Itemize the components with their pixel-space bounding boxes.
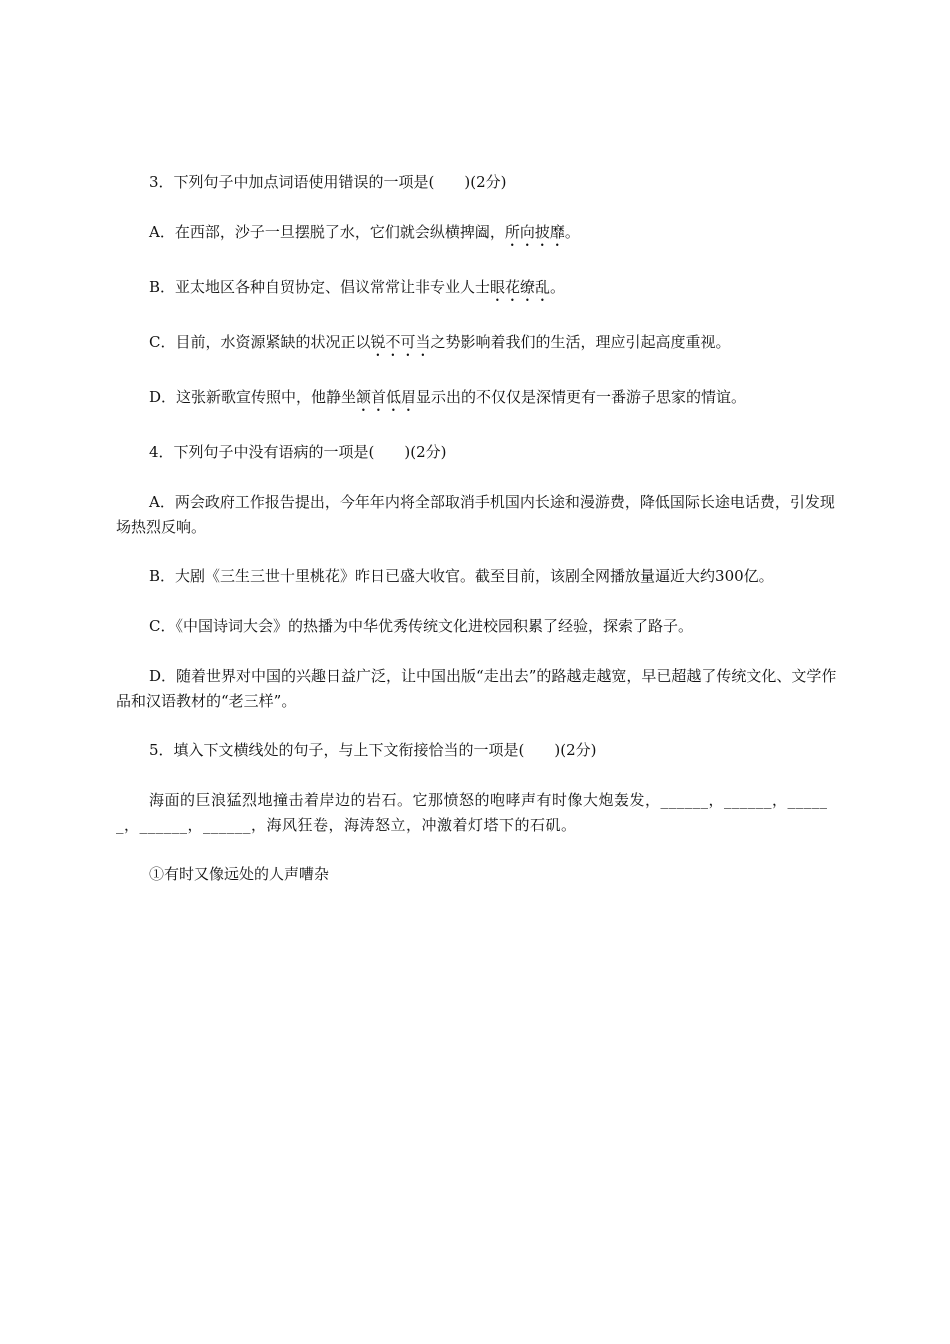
question-5-passage: 海面的巨浪猛烈地撞击着岸边的岩石。它那愤怒的咆哮声有时像大炮轰发，______，______，______，______，______，海风狂卷，海涛怒立，冲激着灯塔下的石矶。 [116,791,828,834]
option-text: D．这张新歌宣传照中，他静坐 [149,388,357,406]
dotted-phrase: 眼花缭乱 [490,278,551,296]
option-text: C．目前，水资源紧缺的状况正以 [149,333,371,351]
question-4-option-b: B．大剧《三生三世十里桃花》昨日已盛大收官。截至目前，该剧全网播放量逼近大约300亿。 [149,567,774,585]
question-3-option-c [116,330,840,360]
option-text: 之势影响着我们的生活，理应引起高度重视。 [430,333,731,351]
question-5-stem: 5．填入下文横线处的句子，与上下文衔接恰当的一项是( )(2分) [149,741,597,759]
question-3-option-a [116,220,840,250]
dotted-phrase: 锐不可当 [370,333,431,351]
option-text: B．亚太地区各种自贸协定、倡议常常让非专业人士 [149,278,491,296]
dotted-phrase: 颔首低眉 [356,388,417,406]
option-text: 。 [550,278,566,296]
option-text: 。 [564,223,580,241]
option-text: 显示出的不仅仅是深情更有一番游子思家的情谊。 [416,388,747,406]
question-3-option-d [116,385,840,415]
question-3-option-b [116,275,840,305]
question-4-option-d: D．随着世界对中国的兴趣日益广泛，让中国出版“走出去”的路越走越宽，早已超越了传统文化、文学作品和汉语教材的“老三样”。 [116,667,837,710]
question-4-option-a: A．两会政府工作报告提出，今年年内将全部取消手机国内长途和漫游费，降低国际长途电话费，引发现场热烈反响。 [116,493,835,536]
question-4-option-c: C．《中国诗词大会》的热播为中华优秀传统文化进校园积累了经验，探索了路子。 [149,617,693,635]
dotted-phrase: 所向披靡 [504,223,565,241]
option-text: A．在西部，沙子一旦摆脱了水，它们就会纵横捭阖， [149,223,505,241]
question-3-stem: 3．下列句子中加点词语使用错误的一项是( )(2分) [149,173,507,191]
question-4-stem: 4．下列句子中没有语病的一项是( )(2分) [149,443,447,461]
question-5-item-1: ①有时又像远处的人声嘈杂 [149,865,330,883]
document-content [116,170,840,912]
